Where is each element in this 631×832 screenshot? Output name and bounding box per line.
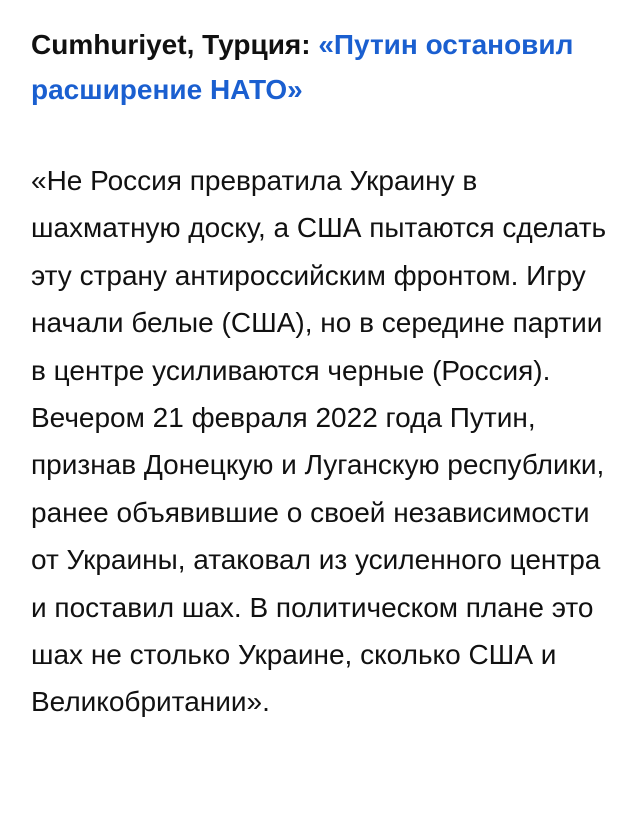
headline-link[interactable]: «Путин остановил расширение НАТО» [31,29,574,105]
headline [31,22,611,112]
quote-paragraph: «Не Россия превратила Украину в шахматную доску, а США пытаются сделать эту страну антироссийским фронтом. Игру начали белые (США), но в середине партии в центре усиливаются черные (Россия). Вечером 21 февраля 2022 года Путин, признав Донецкую и Луганскую республики, ранее объявившие о своей независимости от Украины, атаковал из усиленного центра и поставил шах. В политическом плане это шах не столько Украине, сколько США и Великобритании». [31,165,607,718]
headline-source: Cumhuriyet, Турция: [31,29,311,60]
